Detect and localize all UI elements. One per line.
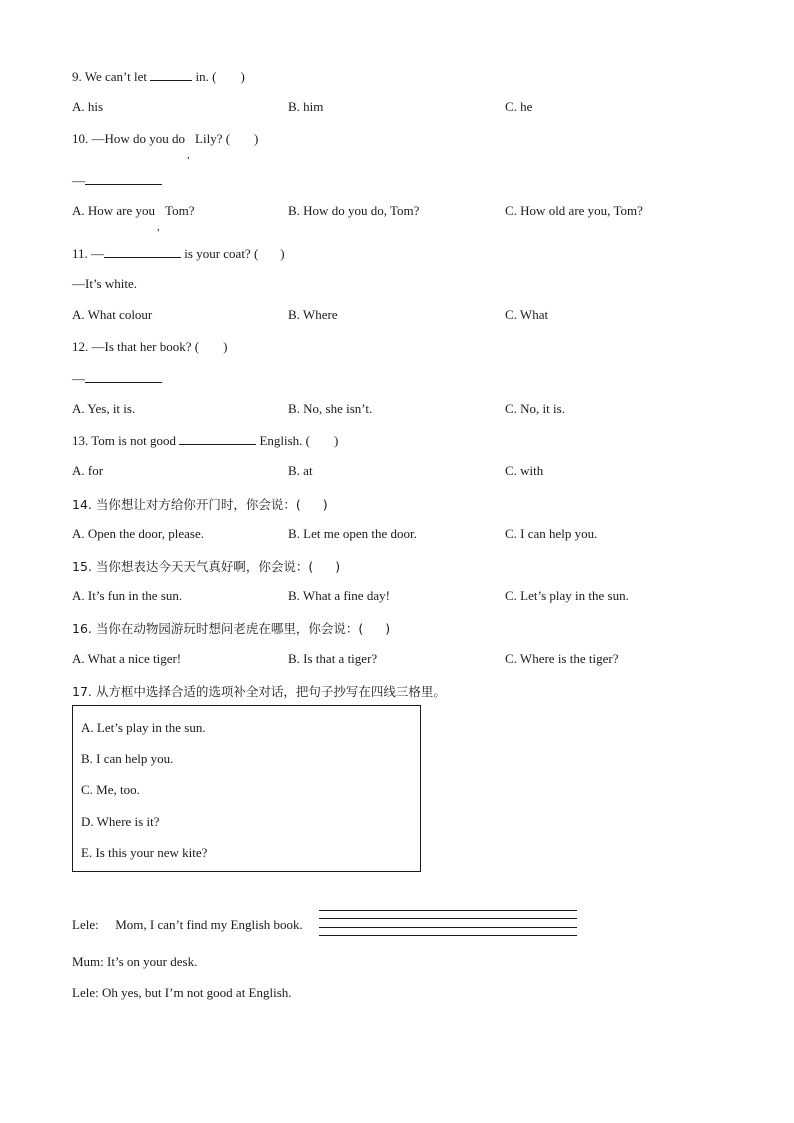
question-11: 11. — is your coat? ( ) — [72, 246, 285, 261]
dialogue-text: Mom, I can’t find my English book. — [115, 917, 303, 932]
option-b[interactable]: B. Where — [288, 307, 338, 322]
option-b[interactable]: B. No, she isn’t. — [288, 401, 373, 416]
option-c[interactable]: C. How old are you, Tom? — [505, 203, 643, 218]
question-10-after: Lily? ( — [195, 131, 231, 146]
option-a[interactable]: A. Open the door, please. — [72, 526, 204, 541]
box-option-a[interactable]: A. Let’s play in the sun. — [81, 720, 206, 735]
answer-blank[interactable] — [85, 172, 162, 185]
option-a[interactable]: A. What colour — [72, 307, 153, 322]
option-c[interactable]: C. Let’s play in the sun. — [505, 588, 629, 603]
option-a[interactable]: A. for — [72, 463, 104, 478]
option-b[interactable]: B. What a fine day! — [288, 588, 390, 603]
speaker-label: Lele: — [72, 917, 99, 932]
box-option-e[interactable]: E. Is this your new kite? — [81, 845, 208, 860]
answer-blank[interactable] — [179, 432, 256, 445]
option-b[interactable]: B. him — [288, 99, 324, 114]
question-9: 9. We can’t let in. ( ) — [72, 69, 245, 84]
option-c[interactable]: C. What — [505, 307, 549, 322]
option-a[interactable]: A. It’s fun in the sun. — [72, 588, 183, 603]
answer-line: — — [72, 172, 162, 189]
box-option-c[interactable]: C. Me, too. — [81, 782, 140, 797]
option-b[interactable]: B. Let me open the door. — [288, 526, 417, 541]
question-9-after: in. ( — [195, 69, 217, 84]
option-b[interactable]: B. at — [288, 463, 313, 478]
speaker-label: Mum: — [72, 954, 104, 969]
option-c[interactable]: C. Where is the tiger? — [505, 651, 619, 666]
option-c[interactable]: C. with — [505, 463, 544, 478]
answer-blank[interactable] — [85, 370, 162, 383]
question-9-text: 9. We can’t let — [72, 69, 148, 84]
question-15: 15. 当你想表达今天天气真好啊，你会说：( ) — [72, 559, 341, 574]
box-option-b[interactable]: B. I can help you. — [81, 751, 174, 766]
option-a[interactable]: A. his — [72, 99, 104, 114]
option-a[interactable]: A. How are you Tom? — [72, 203, 195, 218]
option-b[interactable]: B. Is that a tiger? — [288, 651, 378, 666]
answer-blank[interactable] — [150, 68, 192, 81]
question-17: 17. 从方框中选择合适的选项补全对话，把句子抄写在四线三格里。 — [72, 684, 446, 699]
question-13: 13. Tom is not good English. ( ) — [72, 433, 339, 448]
question-14: 14. 当你想让对方给你开门时，你会说：( ) — [72, 497, 328, 512]
option-a[interactable]: A. What a nice tiger! — [72, 651, 182, 666]
option-c[interactable]: C. No, it is. — [505, 401, 565, 416]
option-a[interactable]: A. Yes, it is. — [72, 401, 136, 416]
answer-text: —It’s white. — [72, 276, 137, 291]
option-c[interactable]: C. I can help you. — [505, 526, 598, 541]
option-b[interactable]: B. How do you do, Tom? — [288, 203, 420, 218]
question-16: 16. 当你在动物园游玩时想问老虎在哪里，你会说：( ) — [72, 621, 391, 636]
answer-line: — — [72, 370, 162, 387]
option-box — [72, 705, 421, 872]
question-12: 12. —Is that her book? ( ) — [72, 339, 228, 354]
option-c[interactable]: C. he — [505, 99, 533, 114]
dialogue-line-3 — [72, 985, 292, 1001]
four-line-writing-area[interactable] — [319, 910, 577, 936]
question-10: 10. —How do you do Lily? ( ) — [72, 131, 259, 146]
box-option-d[interactable]: D. Where is it? — [81, 814, 160, 829]
question-10-text: 10. —How do you do — [72, 131, 186, 146]
dialogue-text: It’s on your desk. — [107, 954, 198, 969]
dialogue-text: Oh yes, but I’m not good at English. — [101, 985, 292, 1000]
dialogue-line-1 — [72, 917, 303, 933]
dialogue-line-2 — [72, 954, 197, 970]
speaker-label: Lele: — [72, 985, 99, 1000]
answer-blank[interactable] — [104, 245, 181, 258]
